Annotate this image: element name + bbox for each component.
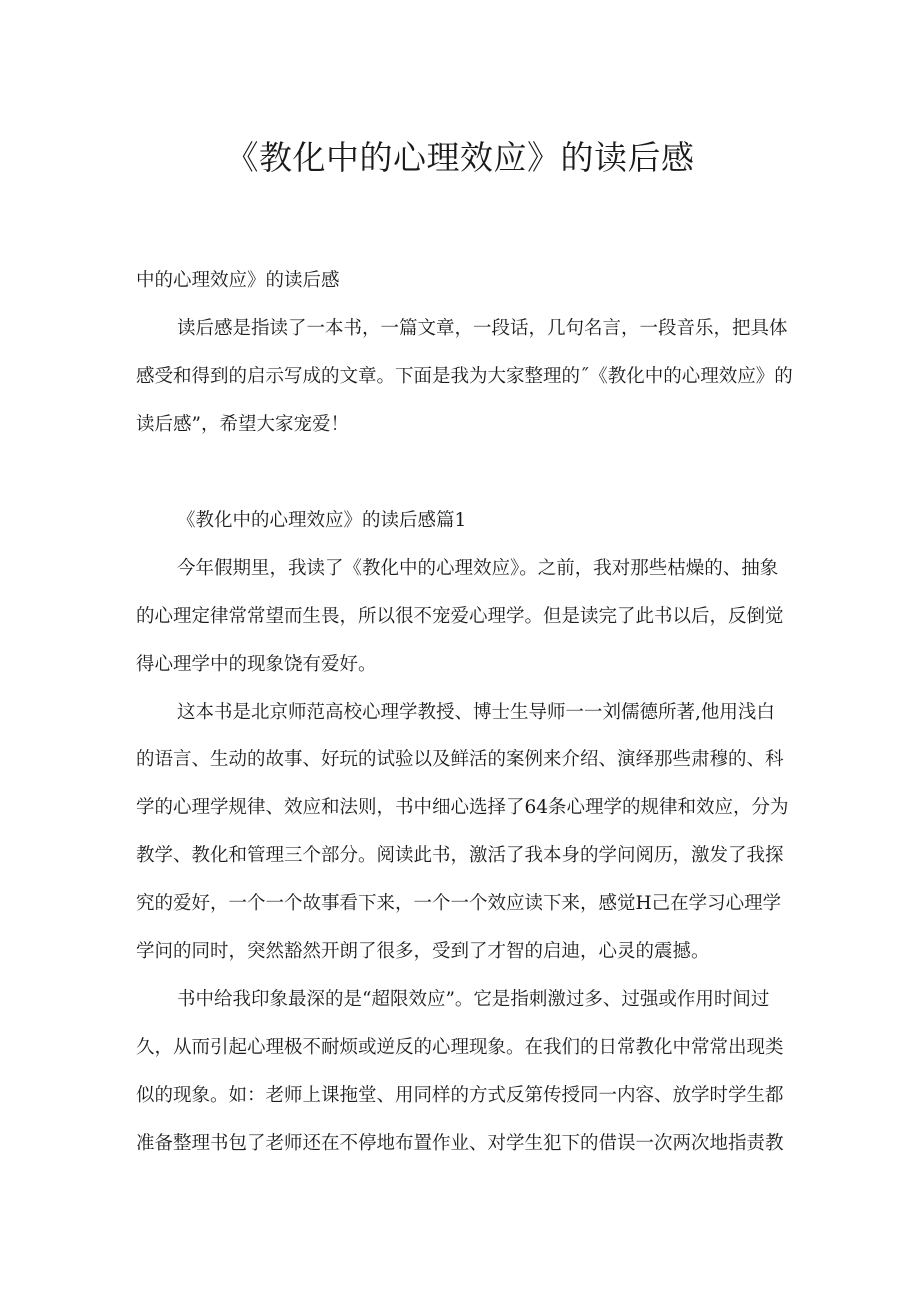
text-line: 的心理定律常常望而生畏，所以很不宠爱心理学。但是读完了此书以后，反倒觉 (136, 606, 784, 627)
text-line: 的语言、生动的故事、好玩的试验以及鲜活的案例来介绍、演绎那些肃穆的、科 (136, 749, 784, 770)
document-title: 《教化中的心理效应》的读后感 (225, 138, 695, 177)
section-heading: 《教化中的心理效应》的读后感篇1 (177, 510, 467, 531)
text-line: 读后感是指读了一本书，一篇文章，一段话，几句名言，一段音乐，把具体 (177, 318, 788, 339)
text-line: 这本书是北京师范高校心理学教授、博士生导师一一刘儒德所著,他用浅白 (177, 702, 775, 723)
text-line: 中的心理效应》的读后感 (136, 270, 340, 291)
text-line: 究的爱好，一个一个故事看下来，一个一个效应读下来，感觉H己在学习心理学 (136, 893, 782, 914)
text-line: 久，从而引起心理极不耐烦或逆反的心理现象。在我们的日常教化中常常出现类 (136, 1037, 784, 1058)
text-line: 似的现象。如：老师上课拖堂、用同样的方式反第传授同一内容、放学时学生都 (136, 1085, 784, 1106)
text-line: 读后感”，希望大家宠爱！ (136, 414, 349, 435)
text-line: 得心理学中的现象饶有爱好。 (136, 654, 377, 675)
text-line: 教学、教化和管理三个部分。阅读此书，激活了我本身的学问阅历，激发了我探 (136, 845, 784, 866)
text-line: 今年假期里，我读了《教化中的心理效应》。之前，我对那些枯燥的、抽象 (177, 558, 779, 579)
text-line: 学问的同时，突然豁然开朗了很多，受到了才智的启迪，心灵的震撼。 (136, 941, 710, 962)
text-line: 书中给我印象最深的是“超限效应”。它是指刺激过多、过强或作用时间过 (177, 989, 770, 1010)
text-line: 学的心理学规律、效应和法则，书中细心选择了64条心理学的规律和效应，分为 (136, 797, 789, 818)
text-line: 感受和得到的启示写成的文章。下面是我为大家整理的˝《教化中的心理效应》的 (136, 366, 793, 387)
text-line: 准备整理书包了老师还在不停地布置作业、对学生犯下的借误一次两次地指责教 (136, 1133, 784, 1154)
